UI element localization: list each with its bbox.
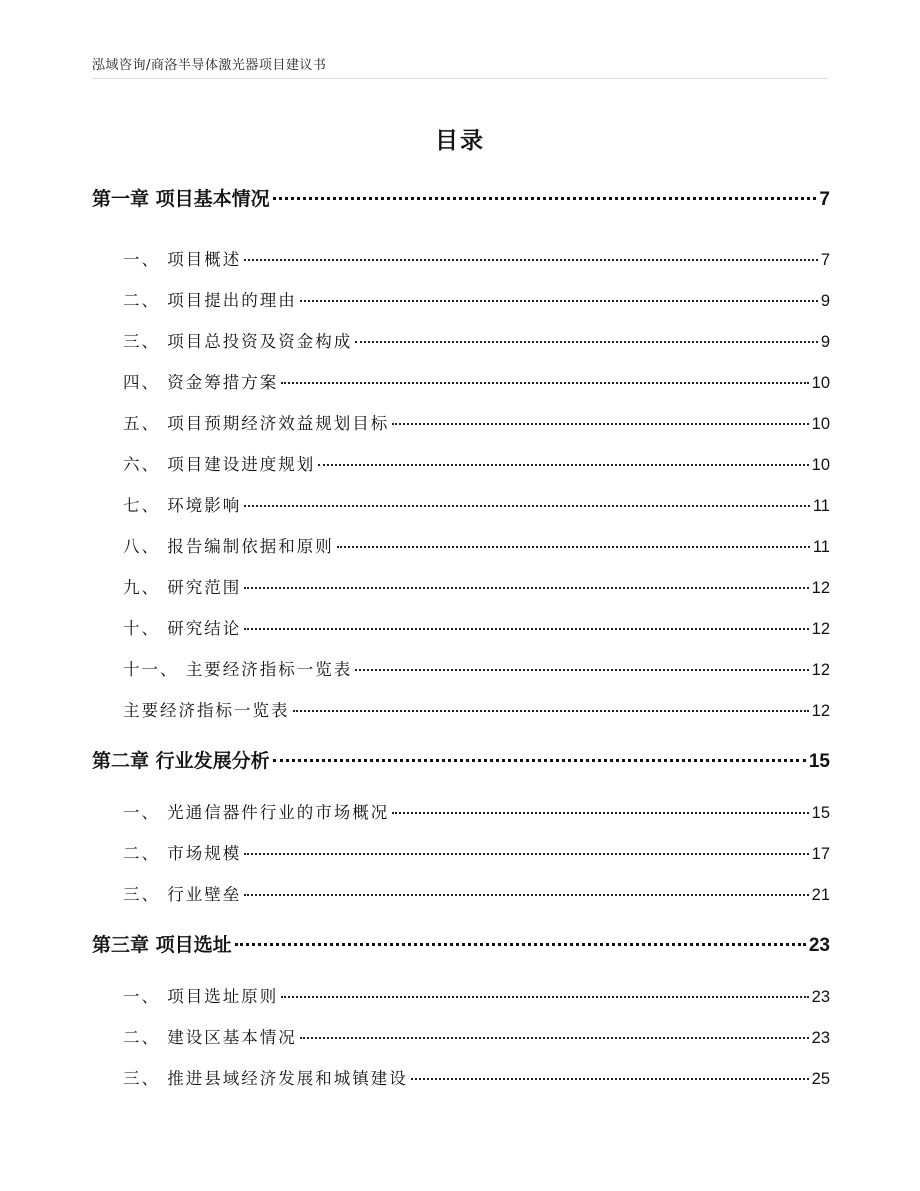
toc-entry-label: 二、 建设区基本情况 bbox=[123, 1028, 297, 1047]
toc-dot-leader bbox=[392, 812, 808, 814]
toc-section[interactable] bbox=[92, 533, 830, 557]
toc-entry-label: 第二章 行业发展分析 bbox=[92, 750, 270, 772]
toc-dot-leader bbox=[244, 587, 808, 589]
toc-page-number: 23 bbox=[811, 1029, 830, 1047]
toc-chapter[interactable] bbox=[92, 746, 830, 773]
toc-chapter[interactable] bbox=[92, 930, 830, 957]
toc-entry-label: 第一章 项目基本情况 bbox=[92, 188, 270, 210]
toc-entry-label: 七、 环境影响 bbox=[123, 496, 242, 515]
toc-page-number: 10 bbox=[811, 374, 830, 392]
toc-entry-label: 五、 项目预期经济效益规划目标 bbox=[123, 414, 390, 433]
toc-page-number: 12 bbox=[811, 620, 830, 638]
toc-entry-label: 九、 研究范围 bbox=[123, 578, 242, 597]
toc-dot-leader bbox=[392, 423, 808, 425]
toc-page-number: 15 bbox=[808, 751, 830, 772]
toc-section[interactable] bbox=[92, 574, 830, 598]
toc-dot-leader bbox=[235, 943, 806, 946]
toc-entry-label: 十、 研究结论 bbox=[123, 619, 242, 638]
toc-section[interactable] bbox=[92, 983, 830, 1007]
toc-entry-label: 一、 光通信器件行业的市场概况 bbox=[123, 803, 390, 822]
toc-page-number: 10 bbox=[811, 456, 830, 474]
toc-page-number: 15 bbox=[811, 804, 830, 822]
toc-dot-leader bbox=[293, 710, 809, 712]
toc-page-number: 23 bbox=[808, 935, 830, 956]
toc-entry-label: 八、 报告编制依据和原则 bbox=[123, 537, 334, 556]
toc-section[interactable] bbox=[92, 287, 830, 311]
toc-page-number: 12 bbox=[811, 702, 830, 720]
toc-section[interactable] bbox=[92, 615, 830, 639]
toc-section[interactable] bbox=[92, 451, 830, 475]
toc-entry-label: 二、 市场规模 bbox=[123, 844, 242, 863]
page-title: 目录 bbox=[435, 128, 485, 154]
toc-entry-label: 一、 项目选址原则 bbox=[123, 987, 279, 1006]
toc-section[interactable] bbox=[92, 1065, 830, 1089]
toc-section[interactable] bbox=[92, 656, 830, 680]
toc-page-number: 12 bbox=[811, 661, 830, 679]
toc-dot-leader bbox=[300, 300, 818, 302]
toc-page-number: 9 bbox=[820, 333, 830, 351]
toc-section[interactable] bbox=[92, 246, 830, 270]
toc-section[interactable] bbox=[92, 881, 830, 905]
toc-dot-leader bbox=[273, 197, 817, 200]
toc-page-number: 9 bbox=[820, 292, 830, 310]
toc-dot-leader bbox=[355, 669, 808, 671]
toc-page-number: 7 bbox=[820, 251, 830, 269]
toc-page-number: 21 bbox=[811, 886, 830, 904]
toc-entry-label: 三、 行业壁垒 bbox=[123, 885, 242, 904]
table-of-contents bbox=[92, 0, 830, 1191]
toc-page-number: 25 bbox=[811, 1070, 830, 1088]
toc-entry-label: 第三章 项目选址 bbox=[92, 934, 232, 956]
toc-dot-leader bbox=[355, 341, 818, 343]
toc-page-number: 11 bbox=[812, 497, 830, 515]
toc-dot-leader bbox=[281, 996, 808, 998]
toc-page-number: 23 bbox=[811, 988, 830, 1006]
running-header: 泓域咨询/商洛半导体激光器项目建议书 bbox=[92, 58, 327, 73]
toc-page-number: 7 bbox=[819, 189, 830, 210]
toc-page-number: 17 bbox=[811, 845, 830, 863]
toc-dot-leader bbox=[337, 546, 810, 548]
toc-section[interactable] bbox=[92, 1024, 830, 1048]
toc-page-number: 11 bbox=[812, 538, 830, 556]
toc-section[interactable] bbox=[92, 840, 830, 864]
toc-section[interactable] bbox=[92, 410, 830, 434]
toc-page-number: 12 bbox=[811, 579, 830, 597]
toc-dot-leader bbox=[411, 1078, 809, 1080]
toc-entry-label: 二、 项目提出的理由 bbox=[123, 291, 297, 310]
toc-entry-label: 六、 项目建设进度规划 bbox=[123, 455, 316, 474]
toc-dot-leader bbox=[244, 894, 808, 896]
toc-dot-leader bbox=[244, 628, 808, 630]
toc-section[interactable] bbox=[92, 492, 830, 516]
toc-section[interactable] bbox=[92, 697, 830, 721]
toc-dot-leader bbox=[244, 505, 810, 507]
toc-entry-label: 主要经济指标一览表 bbox=[123, 701, 290, 720]
toc-page-number: 10 bbox=[811, 415, 830, 433]
toc-entry-label: 三、 项目总投资及资金构成 bbox=[123, 332, 353, 351]
toc-dot-leader bbox=[273, 759, 806, 762]
toc-entry-label: 三、 推进县域经济发展和城镇建设 bbox=[123, 1069, 408, 1088]
toc-dot-leader bbox=[300, 1037, 809, 1039]
toc-dot-leader bbox=[244, 853, 808, 855]
toc-section[interactable] bbox=[92, 799, 830, 823]
toc-section[interactable] bbox=[92, 328, 830, 352]
toc-dot-leader bbox=[318, 464, 808, 466]
toc-dot-leader bbox=[244, 259, 818, 261]
toc-dot-leader bbox=[281, 382, 808, 384]
toc-chapter[interactable] bbox=[92, 184, 830, 211]
toc-entry-label: 十一、 主要经济指标一览表 bbox=[123, 660, 353, 679]
toc-section[interactable] bbox=[92, 369, 830, 393]
toc-entry-label: 四、 资金筹措方案 bbox=[123, 373, 279, 392]
toc-entry-label: 一、 项目概述 bbox=[123, 250, 242, 269]
